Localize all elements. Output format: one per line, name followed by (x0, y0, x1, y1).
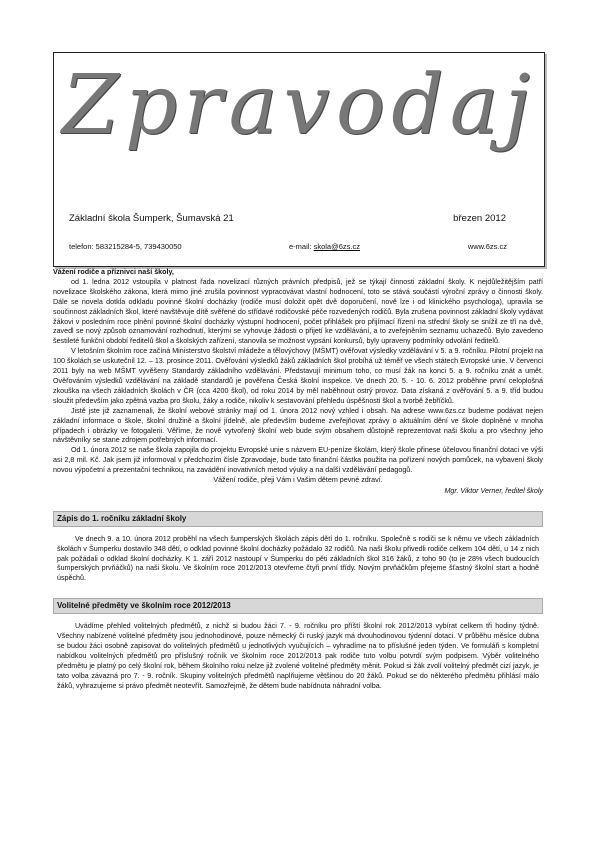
letter-closing: Vážení rodiče, přeji Vám i Vašim dětem pevné zdraví. (213, 476, 383, 485)
newsletter-title: Zpravodaj (61, 58, 537, 153)
issue-date: březen 2012 (453, 213, 506, 224)
email-block (289, 242, 360, 251)
section-paragraph: Ve dnech 9. a 10. února 2012 proběhl na všech šumperských školách zápis dětí do 1. ročníku. Společně s rodiči se k němu ve všech základních školách v Šumperku dostavilo 348 dětí, o odklad povinné školní docházky požádalo 32 rodičů. Na naši školu přivedli rodiče celkem 104 dětí, u 14 z nich pak požádali o odklad školní docházky. K 1. září 2012 nastoupí v Šumperku do pěti základních škol 316 žáků, z toho 90 (to je 28% všech budoucích šumperských prvňáčků) na naši školu. Ve školním roce 2012/2013 otevřeme čtyři první třídy. Novým prvňáčkům přejeme šťastný školní start a hodně úspěchů. (57, 534, 539, 583)
letter-paragraph: Od 1. února 2012 se naše škola zapojila do projektu Evropské unie s názvem EU-peníze školám, který škole přinese účelovou finanční dotaci ve výši asi 2,8 mil. Kč. Jak jsem již informoval v předchozím čísle Zpravodaje, bude tato finanční částka použita na pořízení nových pomůcek, na vybavení školy novou výpočetní a prezentační technikou, na zavádění inovativních metod výuky a na další vzdělávání pedagogů. (53, 446, 543, 475)
section-paragraph: Uvádíme přehled volitelných předmětů, z nichž si budou žáci 7. - 9. ročníku pro příští školní rok 2012/2013 vybírat celkem tři hodiny týdně. Všechny nabízené volitelné předměty jsou jednohodinové, pouze německý či ruský jazyk má dvouhodinovou týdenní dotaci. V průběhu měsíce dubna se budou žáci osobně zapisovat do volitelných předmětů u jednotlivých vyučujících – vyhradíme na to příslušné jeden týden. Ve formuláři s kompletní nabídkou volitelných předmětů pro příslušný ročník ve školním roce 2012/2013 pak rodiče tuto volbu potvrdí svým podpisem. Výběr volitelného předmětu je platný po celý školní rok, během školního roku nelze již zvolené volitelné předměty měnit. Pokud si žák zvolí volitelný předmět cizí jazyk, je tato volba závazná pro 7. - 9. ročník. Skupiny volitelných předmětů naplňujeme většinou do 20 žáků. Pokud se do některého předmětu přihlásí málo žáků, vyhrazujeme si právo předmět neotevřít. Samozřejmě, že dětem bude nabídnuta náhradní volba. (57, 622, 539, 690)
section-electives (53, 622, 543, 691)
email-link[interactable]: skola@6zs.cz (313, 242, 360, 251)
phone-number: telefon: 583215284-5, 739430050 (69, 242, 182, 251)
section-enrollment (53, 535, 543, 585)
email-label: e-mail: (289, 242, 314, 251)
letter-signature: Mgr. Viktor Verner, ředitel školy (444, 486, 543, 495)
masthead (53, 52, 545, 267)
letter-greeting: Vážení rodiče a příznivci naší školy, (53, 268, 174, 276)
letter-paragraph: V letošním školním roce začíná Ministerstvo školství mládeže a tělovýchovy (MŠMT) ověřovat výsledky vzdělávání v 5. a 9. ročníku. Pilotní projekt na 100 školách se uskutečnil 12. – 13. prosince 2011. Ověřování výsledků žáků základních škol probíhá už téměř ve všech státech Evropské unie. V červenci 2011 byly na web MŠMT vyvěšeny Standardy základního vzdělávání. Představují minimum toho, co musí žák na konci 5. a 9. ročníku znát a umět. Ověřováním výsledků vzdělávání na základě standardů je pověřena Česká školní inspekce. Ve dnech 20. 5. - 10. 6. 2012 proběhne první celoplošná zkouška na všech základních školách v ČR (cca 4200 škol), od roku 2014 by měl naběhnout ostrý provoz. Data získaná z ověřování 5. a 9. tříd budou sloužit především jako zpětná vazba pro školu, žáky a rodiče, nikoliv k sestavování přehledu úspěšnosti škol a tvorbě žebříčků. (53, 347, 543, 405)
letter-paragraph: Jistě jste již zaznamenali, že školní webové stránky mají od 1. února 2012 nový vzhled i obsah. Na adrese www.6zs.cz budeme podávat nejen základní informace o škole, školní družině a školní jídelně, ale především budeme zveřejňovat zprávy o aktuálním dění ve škole doplněné v mnoha případech i obrázky ve fotogalerii. Věříme, že nově vytvořený školní web bude svým obsahem důstojně reprezentovat naši školu a pro všechny jeho návštěvníky se stane zdrojem potřebných informací. (53, 406, 543, 445)
section-heading-electives: Volitelné předměty ve školním roce 2012/2013 (53, 598, 543, 614)
school-name: Základní škola Šumperk, Šumavská 21 (69, 213, 234, 224)
section-heading-enrollment: Zápis do 1. ročníku základní školy (53, 511, 543, 527)
website-link[interactable]: www.6zs.cz (467, 242, 507, 251)
letter-paragraph: od 1. ledna 2012 vstoupila v platnost řada novelizací různých právních předpisů, jež se týkají činnosti základní školy. K nejdůležitějším patří novelizace školského zákona, která mimo jiné zrušila povinnost vypracovávat vlastní hodnocení, toto se stává součástí výroční zprávy o činnosti školy. Dále se novela dotkla odkladu povinné školní docházky (rodiče musí doložit opět dvě doporučení, nově lze i od klinického psychologa), upravila se součinnost základních škol, které navštěvuje dítě svěřené do střídavé rodičovské péče rozvedených rodičů. Byla zrušena povinnost základní školy vydávat žákovi v posledním roce plnění povinné školní docházky výstupní hodnocení, počet přihlášek pro přijímací řízení na střední školy se snížil ze tří na dvě, zavedl se nový způsob oznamování rozhodnutí, kterými se vyhovuje žádosti o přijetí ke vzdělávání, a to zveřejněním seznamu uchazečů. Bylo zavedeno šestileté funkční období ředitelů škol a školských zařízení, stanovila se možnost vypsání konkursů, byly upraveny podmínky odvolání ředitelů. (53, 277, 543, 346)
newsletter-body (53, 268, 543, 692)
